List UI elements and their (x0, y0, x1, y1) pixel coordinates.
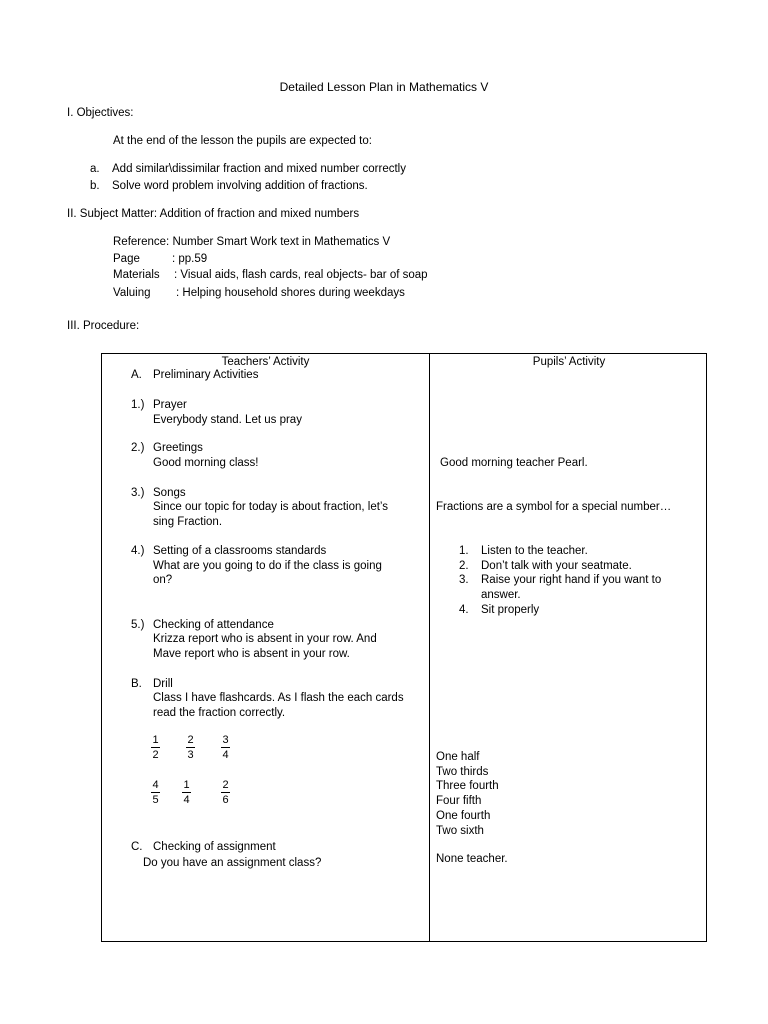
section-c-title: Checking of assignment (153, 841, 276, 853)
pupils-activity-header: Pupils’ Activity (532, 356, 606, 368)
objectives-heading: I. Objectives: (67, 107, 134, 119)
step-4-line-2: on? (153, 574, 173, 586)
section-b-marker: B. (131, 678, 142, 690)
standard-number: 2. (459, 560, 469, 572)
subject-matter-heading: II. Subject Matter: Addition of fraction and mixed numbers (67, 208, 360, 220)
step-1-line: Everybody stand. Let us pray (153, 414, 302, 426)
fraction-bar (151, 747, 160, 748)
step-4-line-1: What are you going to do if the class is going (153, 560, 382, 572)
step-5-line-2: Mave report who is absent in your row. (153, 648, 350, 660)
fraction-denominator: 2 (152, 749, 159, 761)
fraction-answer: One fourth (436, 810, 491, 822)
column-divider (429, 354, 430, 941)
fraction-card (186, 734, 195, 761)
step-3-marker: 3.) (131, 487, 145, 499)
fraction-denominator: 3 (187, 749, 194, 761)
step-5-marker: 5.) (131, 619, 145, 631)
fraction-numerator: 2 (222, 779, 229, 791)
fraction-bar (186, 747, 195, 748)
fraction-denominator: 5 (152, 794, 159, 806)
fraction-bar (151, 792, 160, 793)
fraction-denominator: 6 (222, 794, 229, 806)
section-a-marker: A. (131, 369, 142, 381)
fraction-bar (221, 792, 230, 793)
materials-value: : Visual aids, flash cards, real objects- bar of soap (174, 269, 428, 281)
fraction-card (151, 779, 160, 806)
step-3-title: Songs (153, 487, 186, 499)
standard-number: 4. (459, 604, 469, 616)
standard-text: Don’t talk with your seatmate. (481, 560, 632, 572)
section-c-line: Do you have an assignment class? (143, 857, 322, 869)
step-3-line-2: sing Fraction. (153, 516, 223, 528)
page-value: : pp.59 (172, 253, 208, 265)
fraction-answer: Two sixth (436, 825, 484, 837)
objective-a-text: Add similar\dissimilar fraction and mixed number correctly (112, 163, 406, 175)
fraction-denominator: 4 (183, 794, 190, 806)
step-1-title: Prayer (153, 399, 187, 411)
section-b-title: Drill (153, 678, 173, 690)
section-c-marker: C. (131, 841, 143, 853)
reference-line: Reference: Number Smart Work text in Mathematics V (113, 236, 391, 248)
step-2-title: Greetings (153, 442, 203, 454)
document-title: Detailed Lesson Plan in Mathematics V (279, 80, 489, 94)
standard-text-continued: answer. (481, 589, 521, 601)
fraction-answer: Two thirds (436, 766, 489, 778)
valuing-label: Valuing (113, 287, 151, 299)
step-1-marker: 1.) (131, 399, 145, 411)
fraction-numerator: 1 (183, 779, 190, 791)
section-b-line-2: read the fraction correctly. (153, 707, 286, 719)
fraction-card (151, 734, 160, 761)
objective-a-marker: a. (90, 163, 100, 175)
procedure-heading: III. Procedure: (67, 320, 140, 332)
section-a-title: Preliminary Activities (153, 369, 259, 381)
step-5-title: Checking of attendance (153, 619, 274, 631)
step-2-marker: 2.) (131, 442, 145, 454)
step-2-line: Good morning class! (153, 457, 259, 469)
fraction-bar (182, 792, 191, 793)
standard-text: Sit properly (481, 604, 540, 616)
standard-number: 1. (459, 545, 469, 557)
objective-b-marker: b. (90, 180, 100, 192)
materials-label: Materials (113, 269, 160, 281)
fraction-denominator: 4 (222, 749, 229, 761)
fraction-card (182, 779, 191, 806)
fraction-numerator: 1 (152, 734, 159, 746)
objective-b-text: Solve word problem involving addition of fractions. (112, 180, 368, 192)
fraction-numerator: 4 (152, 779, 159, 791)
fraction-card (221, 734, 230, 761)
fraction-card (221, 779, 230, 806)
fraction-answer: One half (436, 751, 480, 763)
song-response: Fractions are a symbol for a special number… (436, 501, 672, 513)
fraction-numerator: 3 (222, 734, 229, 746)
fraction-bar (221, 747, 230, 748)
page-label: Page (113, 253, 140, 265)
standard-number: 3. (459, 574, 469, 586)
greeting-response: Good morning teacher Pearl. (440, 457, 588, 469)
step-4-title: Setting of a classrooms standards (153, 545, 327, 557)
valuing-value: : Helping household shores during weekdays (176, 287, 405, 299)
fraction-answer: Four fifth (436, 795, 482, 807)
fraction-answer: Three fourth (436, 780, 499, 792)
teachers-activity-header: Teachers’ Activity (221, 356, 310, 368)
objectives-intro: At the end of the lesson the pupils are expected to: (113, 135, 372, 147)
standard-text: Raise your right hand if you want to (481, 574, 662, 586)
fraction-numerator: 2 (187, 734, 194, 746)
standard-text: Listen to the teacher. (481, 545, 588, 557)
section-b-line-1: Class I have flashcards. As I flash the each cards (153, 692, 404, 704)
step-5-line-1: Krizza report who is absent in your row. And (153, 633, 377, 645)
step-4-marker: 4.) (131, 545, 145, 557)
step-3-line-1: Since our topic for today is about fraction, let’s (153, 501, 389, 513)
assignment-response: None teacher. (436, 853, 508, 865)
